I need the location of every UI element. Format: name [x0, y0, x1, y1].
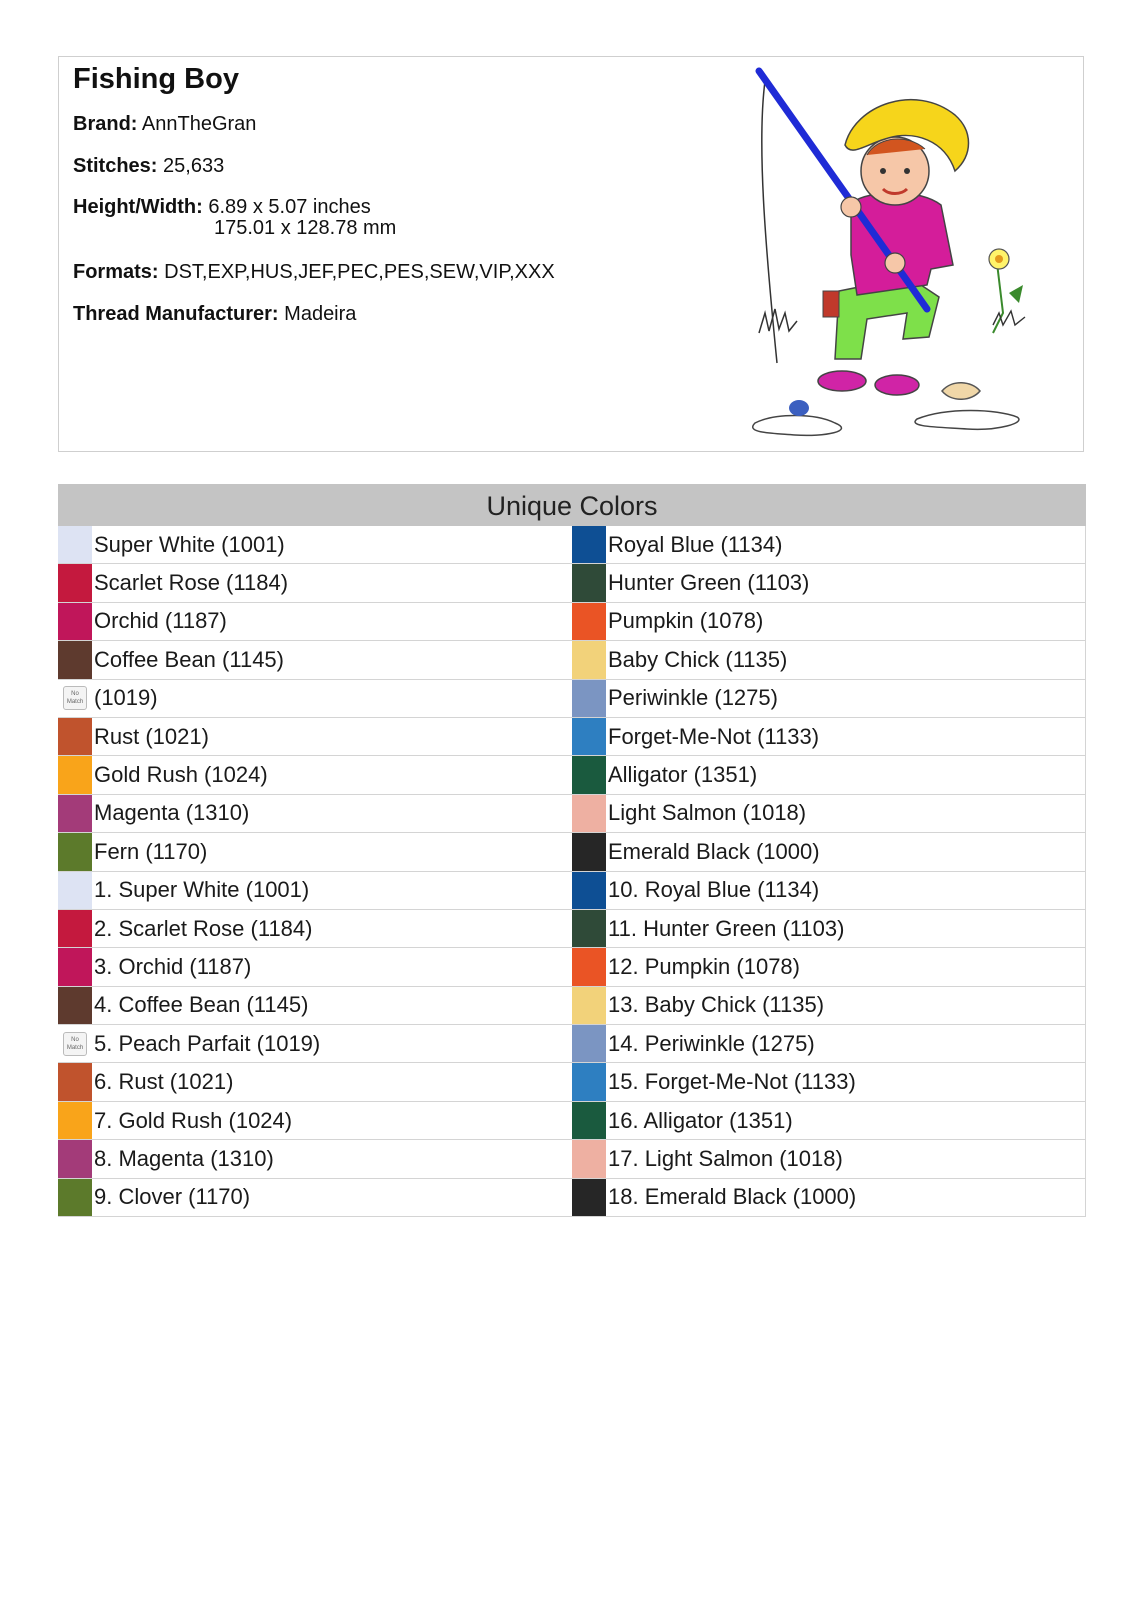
color-row [58, 680, 572, 718]
color-row [58, 641, 572, 679]
color-swatch [58, 526, 92, 563]
color-label: 5. Peach Parfait (1019) [94, 1030, 321, 1056]
color-swatch [572, 872, 606, 909]
color-label: 8. Magenta (1310) [94, 1145, 274, 1171]
color-swatch [572, 987, 606, 1024]
color-row [572, 833, 1086, 871]
color-swatch [572, 603, 606, 640]
color-label: Emerald Black (1000) [608, 838, 820, 864]
color-swatch [58, 910, 92, 947]
color-swatch [58, 987, 92, 1024]
color-label: 2. Scarlet Rose (1184) [94, 915, 313, 941]
brand-field [73, 113, 256, 136]
color-row [58, 1063, 572, 1101]
color-label: 16. Alligator (1351) [608, 1107, 793, 1133]
color-label: Fern (1170) [94, 838, 208, 864]
color-label: (1019) [94, 685, 158, 711]
color-row [572, 872, 1086, 910]
color-swatch [58, 1179, 92, 1216]
color-swatch [58, 1063, 92, 1100]
no-match-badge-text: No [71, 1036, 79, 1043]
color-label: 13. Baby Chick (1135) [608, 992, 825, 1018]
color-label: 9. Clover (1170) [94, 1184, 251, 1210]
color-label: Magenta (1310) [94, 800, 250, 826]
color-row [572, 795, 1086, 833]
color-row [58, 910, 572, 948]
color-row [58, 564, 572, 602]
color-label: 1. Super White (1001) [94, 877, 310, 903]
color-row [572, 948, 1086, 986]
no-match-swatch [58, 680, 92, 717]
color-row [572, 910, 1086, 948]
color-row [572, 603, 1086, 641]
color-swatch [572, 833, 606, 870]
no-match-badge-text: Match [66, 699, 84, 706]
color-swatch [572, 1140, 606, 1177]
color-label: 15. Forget-Me-Not (1133) [608, 1069, 856, 1095]
no-match-swatch [58, 1025, 92, 1062]
color-row [572, 1140, 1086, 1178]
color-label: Rust (1021) [94, 723, 209, 749]
color-row [58, 987, 572, 1025]
color-swatch [572, 564, 606, 601]
color-label: 18. Emerald Black (1000) [608, 1184, 857, 1210]
color-swatch [572, 1063, 606, 1100]
colors-column-right [572, 526, 1086, 1217]
design-info-panel [58, 56, 1084, 452]
color-row [572, 641, 1086, 679]
color-row [58, 1179, 572, 1217]
color-swatch [58, 641, 92, 678]
color-row [58, 526, 572, 564]
design-title: Fishing Boy [73, 63, 239, 95]
color-row [572, 756, 1086, 794]
color-swatch [572, 641, 606, 678]
color-label: Coffee Bean (1145) [94, 646, 284, 672]
color-row [572, 564, 1086, 602]
color-row [58, 795, 572, 833]
color-swatch [58, 603, 92, 640]
color-row [58, 872, 572, 910]
color-row [572, 718, 1086, 756]
color-label: Periwinkle (1275) [608, 685, 778, 711]
no-match-badge-text: No [71, 691, 79, 698]
color-swatch [572, 526, 606, 563]
height-width-field [73, 197, 396, 239]
color-label: 3. Orchid (1187) [94, 953, 252, 979]
color-swatch [572, 718, 606, 755]
color-swatch [58, 795, 92, 832]
color-label: 11. Hunter Green (1103) [608, 915, 845, 941]
thread-manufacturer-value: Madeira [284, 303, 357, 325]
color-swatch [572, 795, 606, 832]
stitches-value: 25,633 [163, 155, 225, 177]
color-row [572, 526, 1086, 564]
color-swatch [58, 948, 92, 985]
color-swatch [572, 756, 606, 793]
color-swatch [58, 833, 92, 870]
color-label: 10. Royal Blue (1134) [608, 877, 820, 903]
color-label: Light Salmon (1018) [608, 800, 807, 826]
color-label: Royal Blue (1134) [608, 531, 783, 557]
color-row [58, 603, 572, 641]
thread-manufacturer-label: Thread Manufacturer: [73, 303, 279, 325]
color-label: Alligator (1351) [608, 762, 758, 788]
color-swatch [58, 718, 92, 755]
color-label: 6. Rust (1021) [94, 1069, 234, 1095]
no-match-icon [63, 686, 87, 710]
color-label: Super White (1001) [94, 531, 285, 557]
color-row [58, 718, 572, 756]
color-row [58, 1025, 572, 1063]
height-width-inches: 6.89 x 5.07 inches [208, 196, 371, 218]
color-row [58, 1140, 572, 1178]
table-header: Unique Colors [58, 484, 1086, 526]
color-row [572, 1179, 1086, 1217]
stitches-field [73, 155, 224, 178]
color-row [572, 987, 1086, 1025]
color-label: 7. Gold Rush (1024) [94, 1107, 293, 1133]
color-row [572, 680, 1086, 718]
no-match-badge-text: Match [66, 1044, 84, 1051]
color-label: Hunter Green (1103) [608, 570, 810, 596]
brand-value: AnnTheGran [141, 113, 257, 135]
color-swatch [572, 910, 606, 947]
thread-manufacturer-field [73, 303, 356, 326]
color-row [572, 1025, 1086, 1063]
color-swatch [572, 1025, 606, 1062]
color-swatch [572, 680, 606, 717]
color-label: 4. Coffee Bean (1145) [94, 992, 309, 1018]
height-width-mm: 175.01 x 128.78 mm [214, 217, 397, 239]
color-swatch [58, 1102, 92, 1139]
color-label: Pumpkin (1078) [608, 608, 764, 634]
fishing-boy-design-image [747, 63, 1047, 443]
color-label: 17. Light Salmon (1018) [608, 1145, 843, 1171]
color-swatch [572, 948, 606, 985]
color-label: Orchid (1187) [94, 608, 227, 634]
formats-value: DST,EXP,HUS,JEF,PEC,PES,SEW,VIP,XXX [164, 261, 555, 283]
color-swatch [572, 1102, 606, 1139]
unique-colors-table [58, 484, 1086, 1217]
no-match-icon [63, 1032, 87, 1056]
color-label: 12. Pumpkin (1078) [608, 953, 800, 979]
color-label: Scarlet Rose (1184) [94, 570, 289, 596]
color-swatch [58, 872, 92, 909]
color-swatch [58, 756, 92, 793]
color-row [572, 1063, 1086, 1101]
color-row [572, 1102, 1086, 1140]
height-width-label: Height/Width: [73, 196, 203, 218]
color-row [58, 756, 572, 794]
stitches-label: Stitches: [73, 155, 158, 177]
color-swatch [58, 1140, 92, 1177]
color-label: Gold Rush (1024) [94, 762, 268, 788]
formats-label: Formats: [73, 261, 159, 283]
color-swatch [572, 1179, 606, 1216]
brand-label: Brand: [73, 113, 138, 135]
color-label: Forget-Me-Not (1133) [608, 723, 820, 749]
color-swatch [58, 564, 92, 601]
formats-field [73, 261, 555, 284]
color-label: Baby Chick (1135) [608, 646, 788, 672]
color-label: 14. Periwinkle (1275) [608, 1030, 815, 1056]
color-row [58, 948, 572, 986]
color-row [58, 833, 572, 871]
colors-column-left [58, 526, 572, 1217]
colors-grid [58, 526, 1086, 1217]
color-row [58, 1102, 572, 1140]
